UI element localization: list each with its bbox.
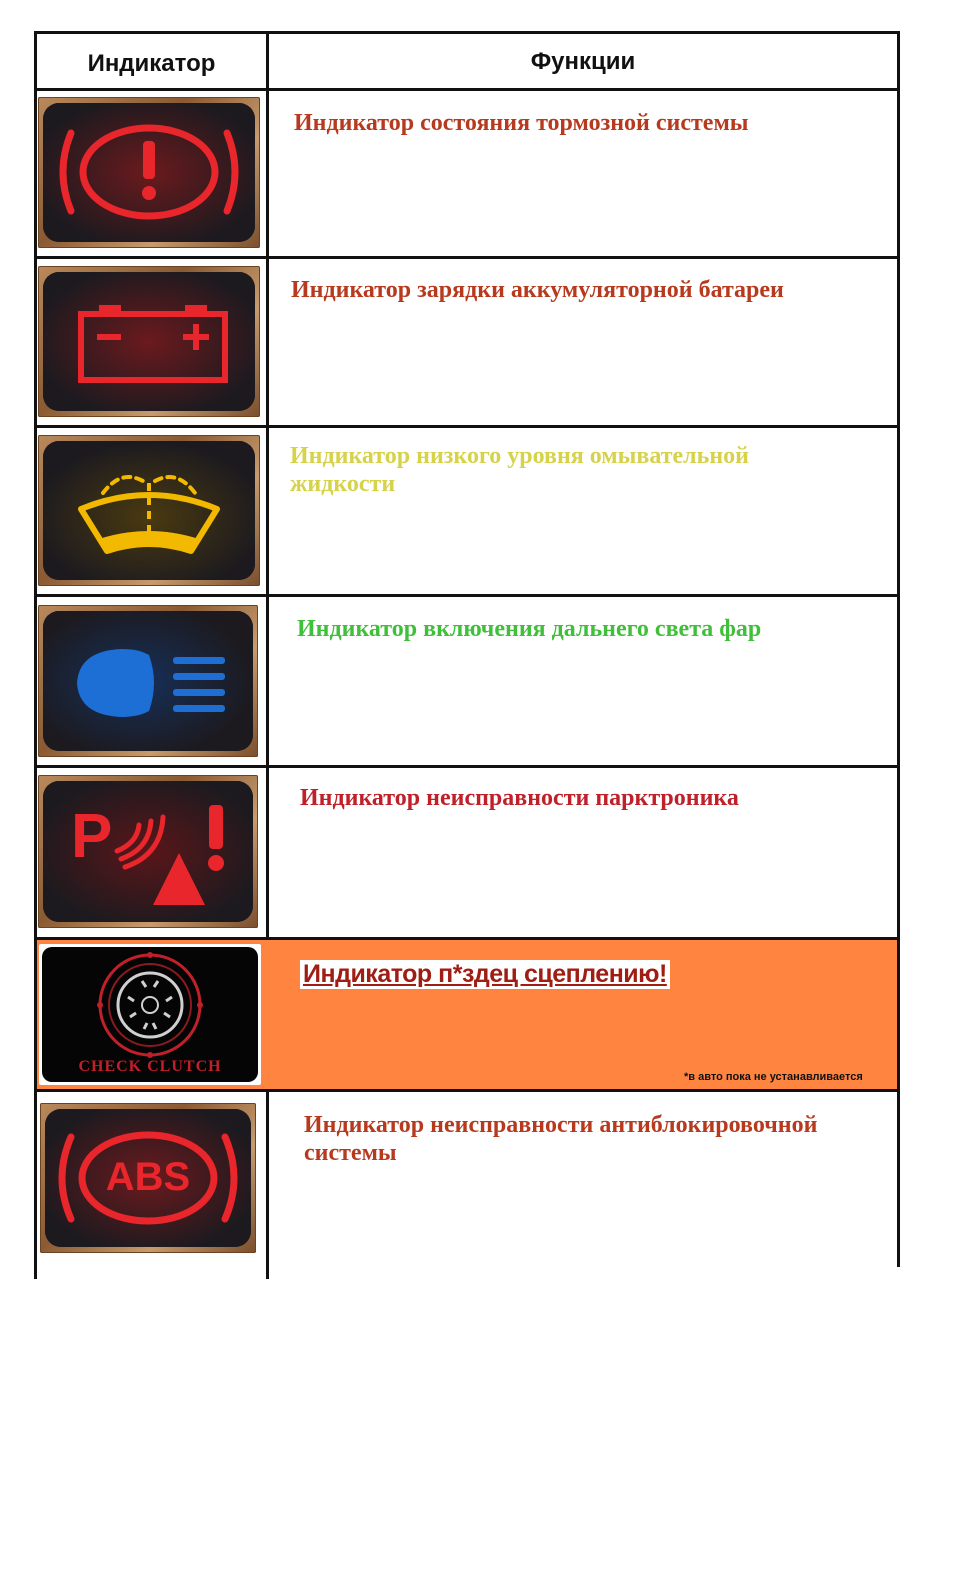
table-divider xyxy=(34,425,900,428)
abs-label: ABS xyxy=(105,1155,191,1199)
function-footnote: *в авто пока не устанавливается xyxy=(684,1071,863,1083)
high-beam-icon xyxy=(38,605,258,757)
function-text: Индикатор зарядки аккумуляторной батареи xyxy=(291,277,784,303)
function-text: Индикатор неисправности антиблокировочной системы xyxy=(304,1112,818,1166)
table-divider xyxy=(34,1089,900,1092)
battery-icon xyxy=(38,266,260,417)
table-divider xyxy=(34,765,900,768)
table-divider xyxy=(34,256,900,259)
function-text: Индикатор состояния тормозной системы xyxy=(294,110,749,136)
table-column-divider xyxy=(266,31,269,1279)
function-text: Индикатор п*здец сцеплению! xyxy=(300,960,670,989)
brake-warning-icon xyxy=(38,97,260,248)
function-text: Индикатор неисправности парктроника xyxy=(300,785,739,811)
washer-fluid-icon xyxy=(38,435,260,586)
function-text: Индикатор включения дальнего света фар xyxy=(297,616,762,642)
function-text: Индикатор низкого уровня омывательной жидкости xyxy=(290,443,749,497)
abs-icon xyxy=(40,1103,256,1253)
header-indicator: Индикатор xyxy=(87,50,216,77)
table-border-right xyxy=(897,31,900,1267)
check-clutch-icon xyxy=(39,944,261,1085)
header-functions: Функции xyxy=(530,48,636,75)
table-divider xyxy=(34,594,900,597)
check-clutch-label: CHECK CLUTCH xyxy=(78,1058,222,1075)
table-border-left xyxy=(34,31,37,1279)
svg-text:P: P xyxy=(71,802,113,871)
parking-sensor-warning-icon xyxy=(38,775,258,928)
